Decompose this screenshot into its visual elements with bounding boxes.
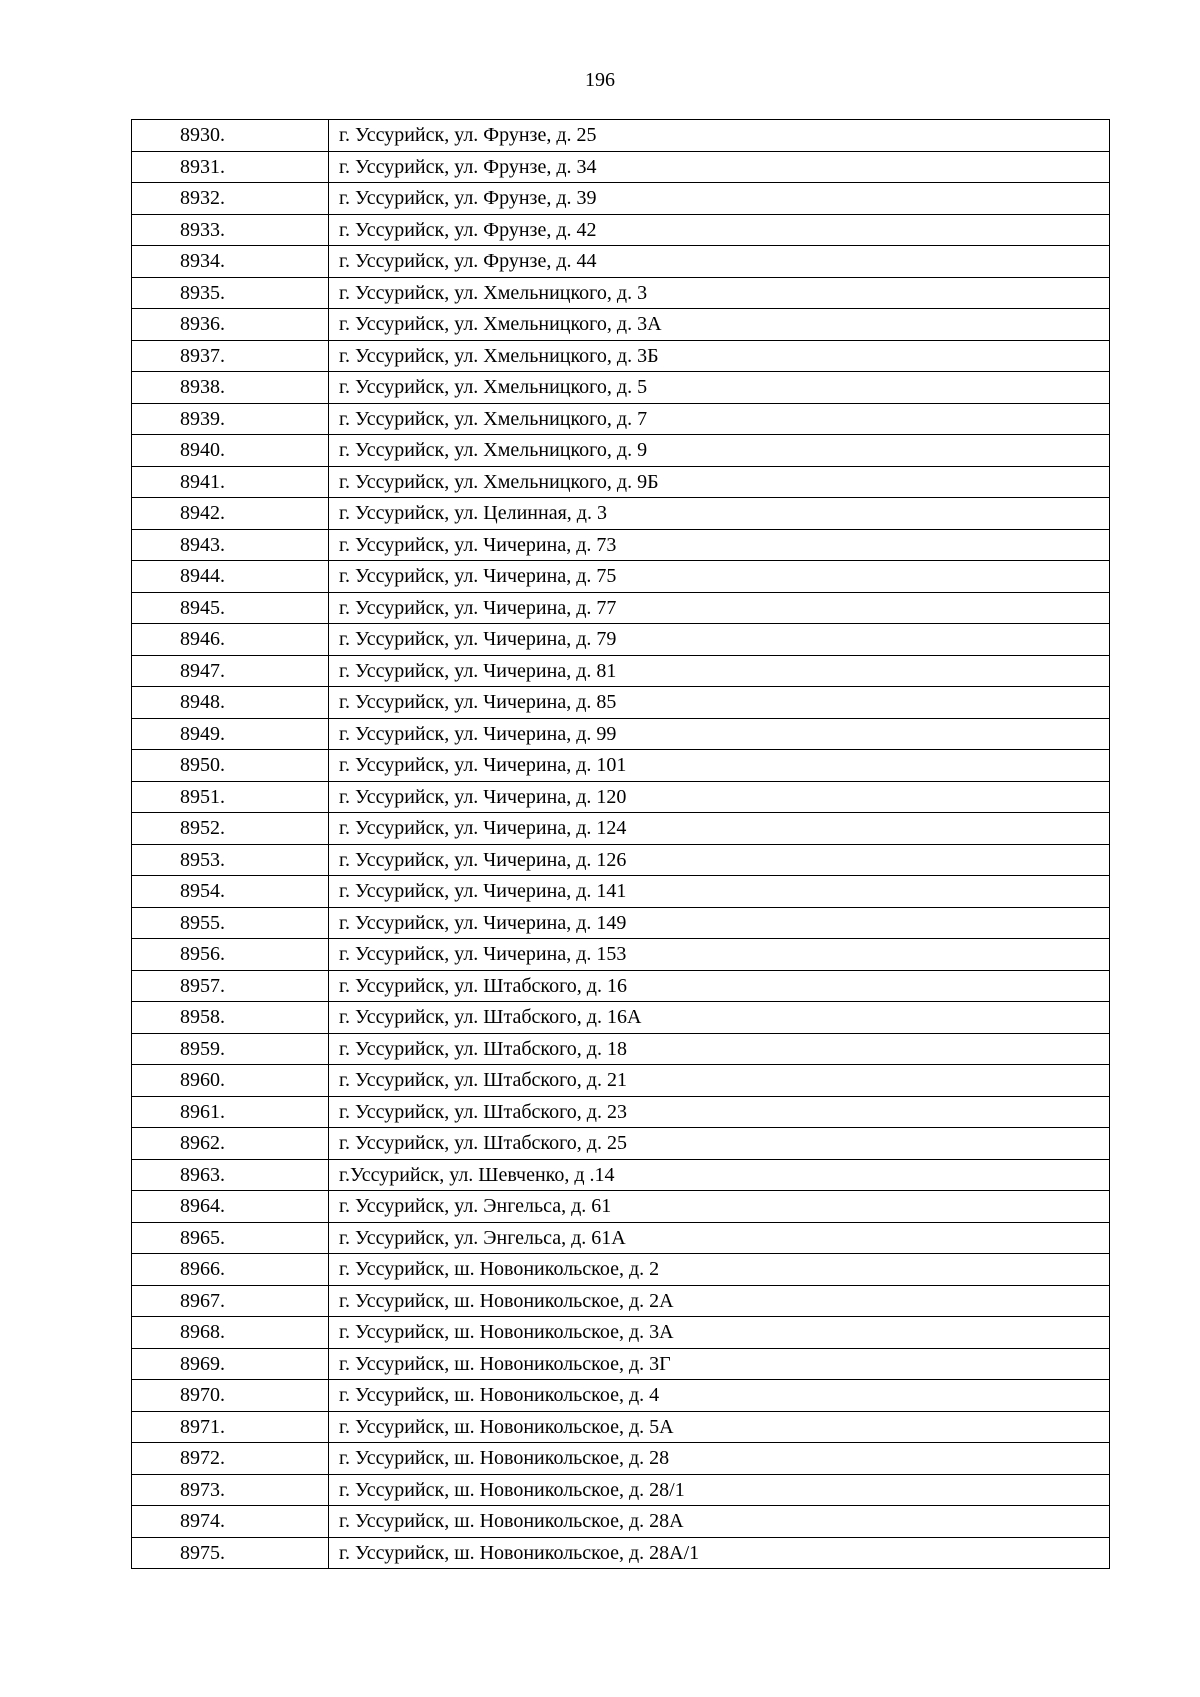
row-number: 8953. (132, 844, 329, 876)
row-number: 8952. (132, 813, 329, 845)
row-address: г. Уссурийск, ш. Новоникольское, д. 28 (329, 1443, 1110, 1475)
table-row (132, 1065, 1110, 1097)
row-address: г. Уссурийск, ул. Штабского, д. 23 (329, 1096, 1110, 1128)
table-row (132, 214, 1110, 246)
table-row (132, 781, 1110, 813)
row-address: г. Уссурийск, ул. Чичерина, д. 153 (329, 939, 1110, 971)
table-row (132, 1443, 1110, 1475)
row-number: 8958. (132, 1002, 329, 1034)
row-number: 8942. (132, 498, 329, 530)
table-row (132, 151, 1110, 183)
row-address: г. Уссурийск, ш. Новоникольское, д. 2А (329, 1285, 1110, 1317)
row-number: 8932. (132, 183, 329, 215)
row-address: г. Уссурийск, ул. Штабского, д. 25 (329, 1128, 1110, 1160)
row-number: 8945. (132, 592, 329, 624)
table-row (132, 1254, 1110, 1286)
row-number: 8954. (132, 876, 329, 908)
row-address: г. Уссурийск, ул. Хмельницкого, д. 3А (329, 309, 1110, 341)
table-row (132, 1159, 1110, 1191)
row-address: г. Уссурийск, ул. Фрунзе, д. 39 (329, 183, 1110, 215)
row-number: 8944. (132, 561, 329, 593)
row-number: 8969. (132, 1348, 329, 1380)
row-address: г. Уссурийск, ш. Новоникольское, д. 3Г (329, 1348, 1110, 1380)
row-number: 8962. (132, 1128, 329, 1160)
row-address: г. Уссурийск, ул. Чичерина, д. 124 (329, 813, 1110, 845)
row-number: 8939. (132, 403, 329, 435)
table-row (132, 1506, 1110, 1538)
row-address: г. Уссурийск, ул. Хмельницкого, д. 9 (329, 435, 1110, 467)
table-row (132, 246, 1110, 278)
table-row (132, 813, 1110, 845)
row-number: 8938. (132, 372, 329, 404)
row-number: 8936. (132, 309, 329, 341)
row-address: г. Уссурийск, ул. Чичерина, д. 73 (329, 529, 1110, 561)
row-number: 8957. (132, 970, 329, 1002)
row-number: 8956. (132, 939, 329, 971)
table-row (132, 907, 1110, 939)
row-number: 8943. (132, 529, 329, 561)
table-row (132, 1128, 1110, 1160)
table-row (132, 1096, 1110, 1128)
row-address: г. Уссурийск, ул. Чичерина, д. 141 (329, 876, 1110, 908)
row-number: 8947. (132, 655, 329, 687)
row-number: 8968. (132, 1317, 329, 1349)
row-number: 8946. (132, 624, 329, 656)
row-address: г. Уссурийск, ш. Новоникольское, д. 28А/1 (329, 1537, 1110, 1569)
table-row (132, 1537, 1110, 1569)
table-row (132, 750, 1110, 782)
table-row (132, 592, 1110, 624)
table-row (132, 309, 1110, 341)
row-address: г. Уссурийск, ул. Чичерина, д. 120 (329, 781, 1110, 813)
row-number: 8960. (132, 1065, 329, 1097)
row-number: 8973. (132, 1474, 329, 1506)
row-number: 8949. (132, 718, 329, 750)
page-number: 196 (585, 69, 615, 91)
row-number: 8934. (132, 246, 329, 278)
row-address: г. Уссурийск, ул. Фрунзе, д. 44 (329, 246, 1110, 278)
row-address: г. Уссурийск, ул. Чичерина, д. 99 (329, 718, 1110, 750)
table-row (132, 120, 1110, 152)
row-address: г. Уссурийск, ш. Новоникольское, д. 28А (329, 1506, 1110, 1538)
table-row (132, 655, 1110, 687)
row-number: 8933. (132, 214, 329, 246)
table-row (132, 1033, 1110, 1065)
table-row (132, 561, 1110, 593)
table-row (132, 1348, 1110, 1380)
row-number: 8963. (132, 1159, 329, 1191)
table-row (132, 403, 1110, 435)
row-address: г. Уссурийск, ул. Энгельса, д. 61 (329, 1191, 1110, 1223)
table-row (132, 1380, 1110, 1412)
row-address: г. Уссурийск, ул. Штабского, д. 16А (329, 1002, 1110, 1034)
row-number: 8975. (132, 1537, 329, 1569)
row-number: 8941. (132, 466, 329, 498)
table-row (132, 718, 1110, 750)
row-number: 8948. (132, 687, 329, 719)
row-number: 8974. (132, 1506, 329, 1538)
row-address: г. Уссурийск, ш. Новоникольское, д. 5А (329, 1411, 1110, 1443)
table-row (132, 1285, 1110, 1317)
row-address: г. Уссурийск, ул. Энгельса, д. 61А (329, 1222, 1110, 1254)
row-address: г. Уссурийск, ул. Чичерина, д. 149 (329, 907, 1110, 939)
table-row (132, 340, 1110, 372)
table-row (132, 1474, 1110, 1506)
row-number: 8940. (132, 435, 329, 467)
table-row (132, 687, 1110, 719)
row-address: г. Уссурийск, ул. Хмельницкого, д. 5 (329, 372, 1110, 404)
table-row (132, 466, 1110, 498)
row-number: 8950. (132, 750, 329, 782)
table-row (132, 529, 1110, 561)
table-row (132, 435, 1110, 467)
row-address: г. Уссурийск, ул. Фрунзе, д. 25 (329, 120, 1110, 152)
row-number: 8972. (132, 1443, 329, 1475)
row-number: 8966. (132, 1254, 329, 1286)
row-number: 8931. (132, 151, 329, 183)
row-address: г.Уссурийск, ул. Шевченко, д .14 (329, 1159, 1110, 1191)
row-address: г. Уссурийск, ул. Чичерина, д. 75 (329, 561, 1110, 593)
row-address: г. Уссурийск, ул. Чичерина, д. 79 (329, 624, 1110, 656)
row-address: г. Уссурийск, ш. Новоникольское, д. 3А (329, 1317, 1110, 1349)
row-address: г. Уссурийск, ул. Штабского, д. 21 (329, 1065, 1110, 1097)
row-address: г. Уссурийск, ш. Новоникольское, д. 4 (329, 1380, 1110, 1412)
row-number: 8965. (132, 1222, 329, 1254)
address-table (131, 119, 1110, 1569)
table-row (132, 939, 1110, 971)
table-row (132, 183, 1110, 215)
row-address: г. Уссурийск, ш. Новоникольское, д. 28/1 (329, 1474, 1110, 1506)
table-row (132, 844, 1110, 876)
row-number: 8951. (132, 781, 329, 813)
table-row (132, 624, 1110, 656)
row-address: г. Уссурийск, ул. Чичерина, д. 85 (329, 687, 1110, 719)
row-number: 8970. (132, 1380, 329, 1412)
row-number: 8971. (132, 1411, 329, 1443)
table-row (132, 1411, 1110, 1443)
row-address: г. Уссурийск, ул. Хмельницкого, д. 9Б (329, 466, 1110, 498)
row-address: г. Уссурийск, ш. Новоникольское, д. 2 (329, 1254, 1110, 1286)
row-number: 8937. (132, 340, 329, 372)
row-number: 8959. (132, 1033, 329, 1065)
table-row (132, 277, 1110, 309)
row-address: г. Уссурийск, ул. Фрунзе, д. 34 (329, 151, 1110, 183)
row-address: г. Уссурийск, ул. Чичерина, д. 101 (329, 750, 1110, 782)
row-address: г. Уссурийск, ул. Чичерина, д. 77 (329, 592, 1110, 624)
row-address: г. Уссурийск, ул. Хмельницкого, д. 3 (329, 277, 1110, 309)
table-row (132, 1191, 1110, 1223)
table-row (132, 876, 1110, 908)
row-address: г. Уссурийск, ул. Целинная, д. 3 (329, 498, 1110, 530)
row-address: г. Уссурийск, ул. Штабского, д. 18 (329, 1033, 1110, 1065)
table-row (132, 1002, 1110, 1034)
row-address: г. Уссурийск, ул. Чичерина, д. 126 (329, 844, 1110, 876)
table-row (132, 1317, 1110, 1349)
row-number: 8930. (132, 120, 329, 152)
row-number: 8964. (132, 1191, 329, 1223)
table-row (132, 970, 1110, 1002)
address-table-body (132, 120, 1110, 1569)
row-address: г. Уссурийск, ул. Хмельницкого, д. 3Б (329, 340, 1110, 372)
row-address: г. Уссурийск, ул. Штабского, д. 16 (329, 970, 1110, 1002)
table-row (132, 1222, 1110, 1254)
row-number: 8961. (132, 1096, 329, 1128)
row-number: 8967. (132, 1285, 329, 1317)
row-address: г. Уссурийск, ул. Хмельницкого, д. 7 (329, 403, 1110, 435)
row-number: 8935. (132, 277, 329, 309)
row-address: г. Уссурийск, ул. Чичерина, д. 81 (329, 655, 1110, 687)
row-address: г. Уссурийск, ул. Фрунзе, д. 42 (329, 214, 1110, 246)
table-row (132, 498, 1110, 530)
table-row (132, 372, 1110, 404)
row-number: 8955. (132, 907, 329, 939)
